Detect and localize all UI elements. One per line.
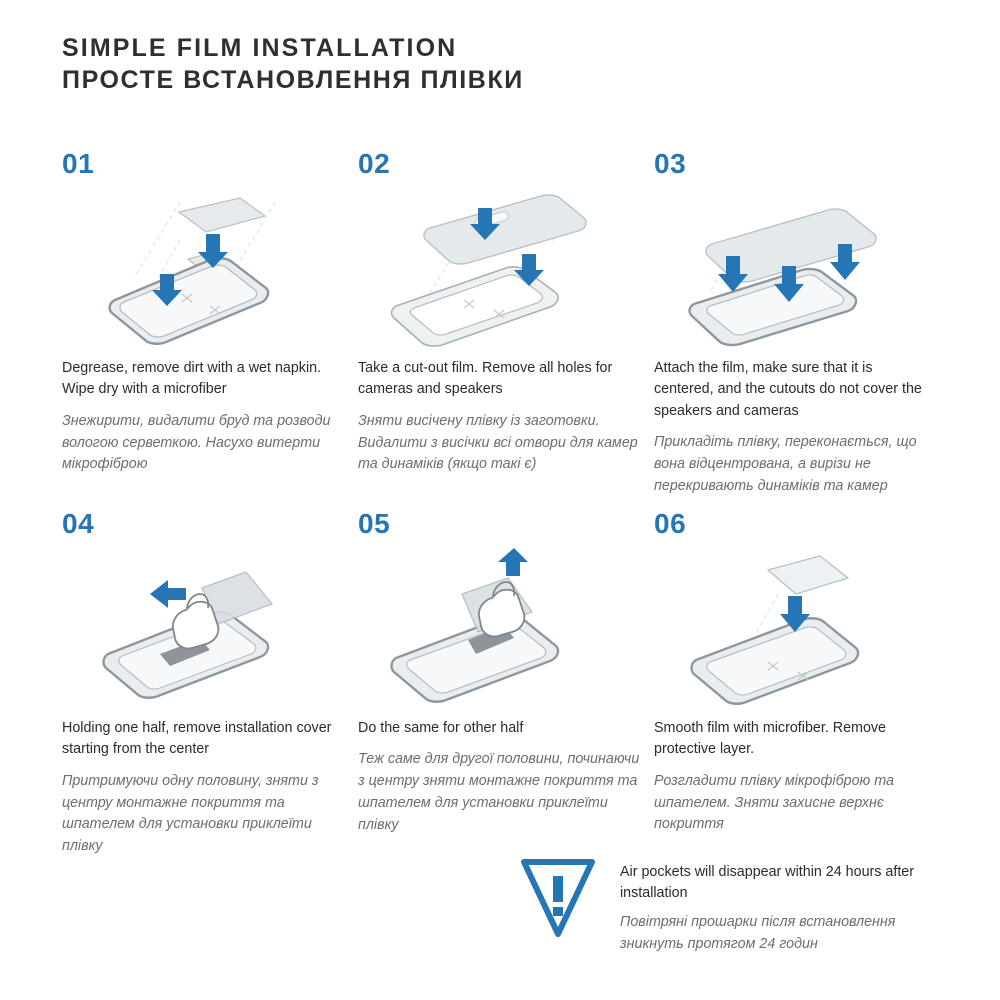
step-number-06: 06 <box>654 508 687 539</box>
step-card-01 <box>56 148 352 508</box>
step-number-04: 04 <box>62 508 95 539</box>
film-cutout-illustration <box>356 182 636 354</box>
step-text-en-04: Holding one half, remove installation cover starting from the center <box>62 720 332 758</box>
step-text-uk-02: Зняти висічену плівку із заготовки. Видалити з висічки всі отвори для камер та динаміків (якщо такі є) <box>358 412 638 473</box>
step-text-uk-05: Теж саме для другої половини, починаючи з центру зняти монтажне покриття та шпателем для установки приклеїти плівку <box>358 751 640 833</box>
film-align-illustration <box>652 182 932 354</box>
peel-other-half-illustration <box>356 542 636 714</box>
warning-exclamation-icon <box>516 856 600 940</box>
step-card-03 <box>648 148 944 508</box>
page-title-en: SIMPLE FILM INSTALLATION <box>62 34 458 62</box>
steps-grid <box>56 148 946 868</box>
smooth-film-illustration <box>652 542 932 714</box>
step-text-en-02: Take a cut-out film. Remove all holes for cameras and speakers <box>358 360 613 398</box>
step-card-04 <box>56 508 352 868</box>
napkin-wipe-illustration <box>60 182 340 354</box>
step-number-01: 01 <box>62 148 95 179</box>
step-text-uk-04: Притримуючи одну половину, зняти з центру монтажне покриття та шпателем для установки приклеїти плівку <box>62 772 319 855</box>
step-card-02 <box>352 148 648 508</box>
step-text-en-01: Degrease, remove dirt with a wet napkin. Wipe dry with a microfiber <box>62 360 322 398</box>
step-text-en-03: Attach the film, make sure that it is centered, and the cutouts do not cover the speakers and cameras <box>654 360 922 419</box>
header <box>62 34 942 95</box>
step-text-uk-01: Знежирити, видалити бруд та розводи вологою серветкою. Насухо витерти мікрофіброю <box>62 412 331 473</box>
footer-text-en: Air pockets will disappear within 24 hours after installation <box>620 864 915 902</box>
step-card-05 <box>352 508 648 868</box>
peel-one-half-illustration <box>60 542 340 714</box>
step-text-uk-06: Розгладити плівку мікрофіброю та шпателем. Зняти захисне верхнє покриття <box>654 772 894 833</box>
step-text-en-06: Smooth film with microfiber. Remove protective layer. <box>654 720 886 758</box>
step-text-uk-03: Прикладіть плівку, переконається, що вона відцентрована, а вирізи не перекривають динаміків та камер <box>654 434 917 494</box>
step-number-03: 03 <box>654 148 687 179</box>
step-card-06 <box>648 508 944 868</box>
page-title-uk: ПРОСТЕ ВСТАНОВЛЕННЯ ПЛІВКИ <box>62 65 524 94</box>
step-number-05: 05 <box>358 508 391 539</box>
step-number-02: 02 <box>358 148 391 179</box>
footer-text-uk: Повітряні прошарки після встановлення зникнуть протягом 24 годин <box>620 914 896 952</box>
step-text-en-05: Do the same for other half <box>358 720 524 736</box>
